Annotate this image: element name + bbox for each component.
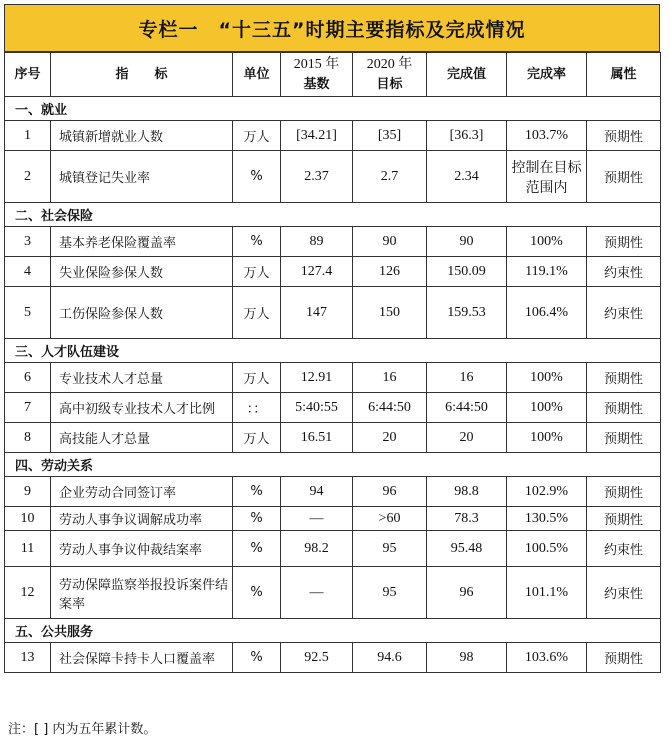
cell-rate: 100% <box>507 393 587 423</box>
cell-indicator: 劳动人事争议仲裁结案率 <box>51 531 233 567</box>
cell-attribute: 预期性 <box>587 423 661 453</box>
cell-rate: 100.5% <box>507 531 587 567</box>
table-row <box>5 567 661 619</box>
cell-seq: 10 <box>5 507 51 531</box>
header-indicator: 指 标 <box>51 53 233 97</box>
cell-rate: 101.1% <box>507 567 587 619</box>
cell-seq: 7 <box>5 393 51 423</box>
header-attribute: 属性 <box>587 53 661 97</box>
cell-indicator: 城镇新增就业人数 <box>51 121 233 151</box>
section-title: 二、社会保险 <box>5 203 661 227</box>
table-body <box>5 97 661 673</box>
cell-completed: 90 <box>427 227 507 257</box>
indicators-table <box>4 52 661 673</box>
cell-rate: 103.7% <box>507 121 587 151</box>
cell-indicator: 城镇登记失业率 <box>51 151 233 203</box>
cell-seq: 8 <box>5 423 51 453</box>
cell-base: [34.21] <box>281 121 353 151</box>
cell-unit: % <box>233 643 281 673</box>
cell-target: 20 <box>353 423 427 453</box>
section-title: 三、人才队伍建设 <box>5 339 661 363</box>
cell-base: 92.5 <box>281 643 353 673</box>
cell-unit: % <box>233 227 281 257</box>
cell-completed: 95.48 <box>427 531 507 567</box>
cell-attribute: 预期性 <box>587 393 661 423</box>
cell-unit: 万人 <box>233 363 281 393</box>
cell-base: 127.4 <box>281 257 353 287</box>
cell-base: 16.51 <box>281 423 353 453</box>
cell-attribute: 预期性 <box>587 507 661 531</box>
header-unit: 单位 <box>233 53 281 97</box>
cell-seq: 12 <box>5 567 51 619</box>
cell-rate: 控制在目标范围内 <box>507 151 587 203</box>
cell-completed: 159.53 <box>427 287 507 339</box>
cell-base: — <box>281 507 353 531</box>
section-title: 五、公共服务 <box>5 619 661 643</box>
cell-seq: 5 <box>5 287 51 339</box>
cell-indicator: 专业技术人才总量 <box>51 363 233 393</box>
cell-rate: 103.6% <box>507 643 587 673</box>
section-row <box>5 619 661 643</box>
cell-base: 5:40:55 <box>281 393 353 423</box>
cell-base: 12.91 <box>281 363 353 393</box>
cell-unit: 万人 <box>233 121 281 151</box>
header-target-label: 目标 <box>376 76 403 92</box>
table-row <box>5 257 661 287</box>
cell-target: >60 <box>353 507 427 531</box>
header-seq: 序号 <box>5 53 51 97</box>
cell-completed: 98.8 <box>427 477 507 507</box>
cell-completed: [36.3] <box>427 121 507 151</box>
cell-seq: 6 <box>5 363 51 393</box>
table-row <box>5 287 661 339</box>
header-base-year: 2015 年 <box>293 56 340 72</box>
cell-unit: % <box>233 477 281 507</box>
table-row <box>5 643 661 673</box>
cell-rate: 100% <box>507 227 587 257</box>
cell-attribute: 约束性 <box>587 567 661 619</box>
table-title: 专栏一 “十三五”时期主要指标及完成情况 <box>4 4 660 52</box>
cell-rate: 130.5% <box>507 507 587 531</box>
cell-rate: 100% <box>507 423 587 453</box>
cell-target: 16 <box>353 363 427 393</box>
cell-indicator: 基本养老保险覆盖率 <box>51 227 233 257</box>
section-title: 一、就业 <box>5 97 661 121</box>
section-row <box>5 339 661 363</box>
cell-completed: 98 <box>427 643 507 673</box>
cell-completed: 78.3 <box>427 507 507 531</box>
cell-indicator: 失业保险参保人数 <box>51 257 233 287</box>
cell-rate: 102.9% <box>507 477 587 507</box>
table-row <box>5 423 661 453</box>
cell-unit: % <box>233 151 281 203</box>
cell-base: — <box>281 567 353 619</box>
cell-seq: 11 <box>5 531 51 567</box>
cell-indicator: 企业劳动合同签订率 <box>51 477 233 507</box>
cell-indicator: 工伤保险参保人数 <box>51 287 233 339</box>
section-title: 四、劳动关系 <box>5 453 661 477</box>
cell-unit: 万人 <box>233 257 281 287</box>
cell-unit: ：： <box>233 393 281 423</box>
cell-target: 126 <box>353 257 427 287</box>
cell-rate: 119.1% <box>507 257 587 287</box>
cell-indicator: 社会保障卡持卡人口覆盖率 <box>51 643 233 673</box>
cell-completed: 20 <box>427 423 507 453</box>
cell-base: 89 <box>281 227 353 257</box>
table-row <box>5 507 661 531</box>
cell-attribute: 约束性 <box>587 531 661 567</box>
cell-attribute: 预期性 <box>587 151 661 203</box>
header-target-year: 2020 年 <box>366 56 413 72</box>
cell-indicator: 高中初级专业技术人才比例 <box>51 393 233 423</box>
footnote: 注：[ ] 内为五年累计数。 <box>8 722 157 737</box>
cell-attribute: 预期性 <box>587 363 661 393</box>
section-row <box>5 203 661 227</box>
cell-base: 2.37 <box>281 151 353 203</box>
cell-completed: 6:44:50 <box>427 393 507 423</box>
cell-indicator: 劳动人事争议调解成功率 <box>51 507 233 531</box>
cell-completed: 96 <box>427 567 507 619</box>
cell-unit: % <box>233 531 281 567</box>
cell-seq: 9 <box>5 477 51 507</box>
cell-attribute: 约束性 <box>587 287 661 339</box>
cell-rate: 106.4% <box>507 287 587 339</box>
cell-attribute: 预期性 <box>587 643 661 673</box>
header-rate: 完成率 <box>507 53 587 97</box>
cell-target: [35] <box>353 121 427 151</box>
cell-target: 95 <box>353 531 427 567</box>
table-row <box>5 121 661 151</box>
cell-indicator: 高技能人才总量 <box>51 423 233 453</box>
header-base <box>281 53 353 97</box>
cell-seq: 3 <box>5 227 51 257</box>
cell-base: 147 <box>281 287 353 339</box>
cell-unit: % <box>233 507 281 531</box>
cell-indicator: 劳动保障监察举报投诉案件结案率 <box>51 567 233 619</box>
header-completed: 完成值 <box>427 53 507 97</box>
cell-unit: 万人 <box>233 287 281 339</box>
cell-seq: 2 <box>5 151 51 203</box>
cell-completed: 2.34 <box>427 151 507 203</box>
header-base-label: 基数 <box>303 76 330 92</box>
table-row <box>5 477 661 507</box>
cell-target: 95 <box>353 567 427 619</box>
table-row <box>5 531 661 567</box>
cell-base: 94 <box>281 477 353 507</box>
cell-rate: 100% <box>507 363 587 393</box>
cell-target: 94.6 <box>353 643 427 673</box>
cell-base: 98.2 <box>281 531 353 567</box>
cell-target: 6:44:50 <box>353 393 427 423</box>
cell-attribute: 预期性 <box>587 121 661 151</box>
cell-completed: 16 <box>427 363 507 393</box>
cell-seq: 13 <box>5 643 51 673</box>
cell-target: 150 <box>353 287 427 339</box>
cell-unit: % <box>233 567 281 619</box>
cell-completed: 150.09 <box>427 257 507 287</box>
header-target <box>353 53 427 97</box>
cell-seq: 4 <box>5 257 51 287</box>
header-row <box>5 53 661 97</box>
cell-seq: 1 <box>5 121 51 151</box>
cell-attribute: 预期性 <box>587 227 661 257</box>
table-row <box>5 363 661 393</box>
section-row <box>5 453 661 477</box>
cell-target: 90 <box>353 227 427 257</box>
table-row <box>5 151 661 203</box>
cell-target: 2.7 <box>353 151 427 203</box>
cell-attribute: 约束性 <box>587 257 661 287</box>
table-row <box>5 393 661 423</box>
cell-target: 96 <box>353 477 427 507</box>
table-container <box>4 4 660 673</box>
table-row <box>5 227 661 257</box>
cell-attribute: 预期性 <box>587 477 661 507</box>
section-row <box>5 97 661 121</box>
cell-unit: 万人 <box>233 423 281 453</box>
